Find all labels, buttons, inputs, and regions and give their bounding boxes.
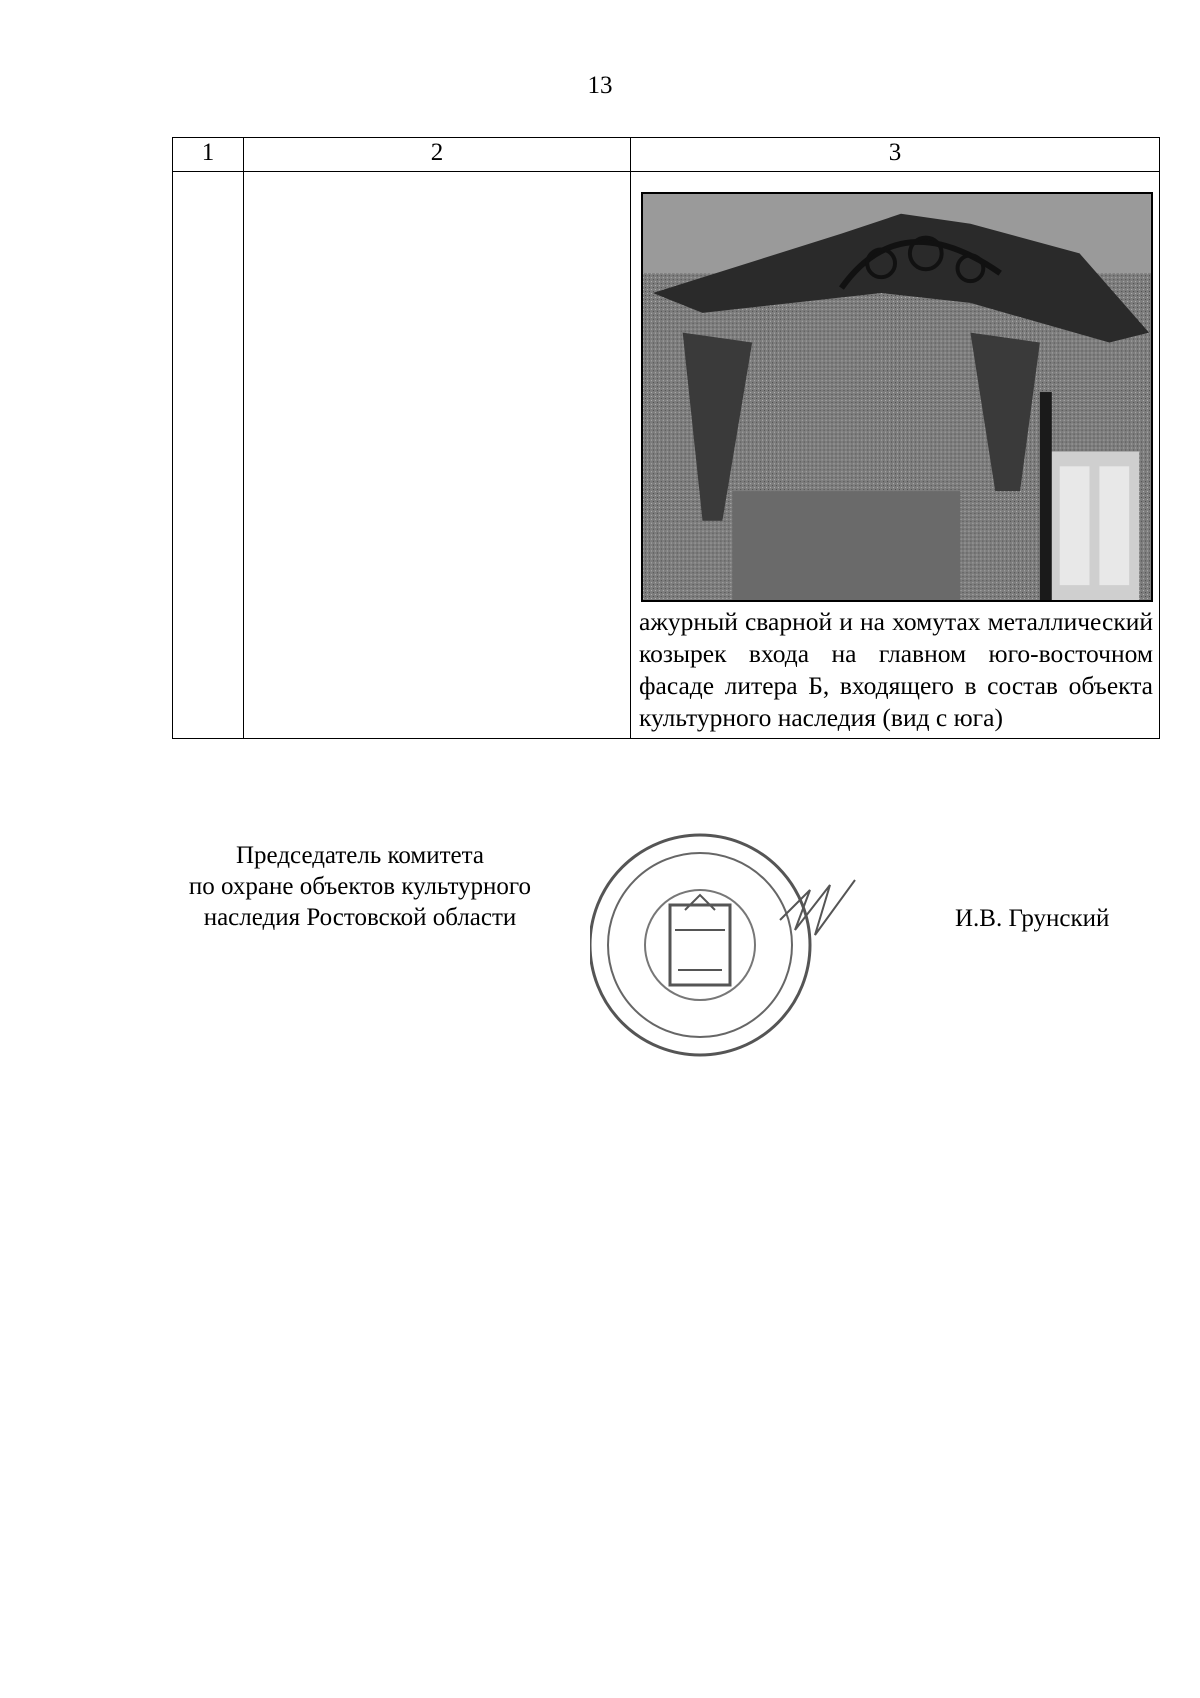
header-col-1: 1 (173, 138, 244, 172)
photo-caption: ажурный сварной и на хомутах металлический козырек входа на главном юго-восточном фасаде литера Б, входящего в состав объекта культурного наследия (вид с юга) (639, 607, 1153, 732)
heritage-table (172, 137, 1160, 739)
page-number: 13 (587, 72, 613, 99)
table-header-row (173, 138, 1160, 172)
cell-col-3 (631, 172, 1160, 739)
position-line-1: Председатель комитета (236, 842, 484, 869)
header-col-2: 2 (244, 138, 631, 172)
signatory-position (150, 840, 570, 933)
cell-col-2 (244, 172, 631, 739)
cell-col-1 (173, 172, 244, 739)
official-seal-icon (590, 810, 890, 1070)
position-line-3: наследия Ростовской области (203, 904, 517, 931)
position-line-2: по охране объектов культурного (188, 873, 532, 900)
canopy-photo (641, 192, 1153, 602)
header-col-3: 3 (631, 138, 1160, 172)
table-row (173, 172, 1160, 739)
signatory-name: И.В. Грунский (955, 905, 1110, 932)
